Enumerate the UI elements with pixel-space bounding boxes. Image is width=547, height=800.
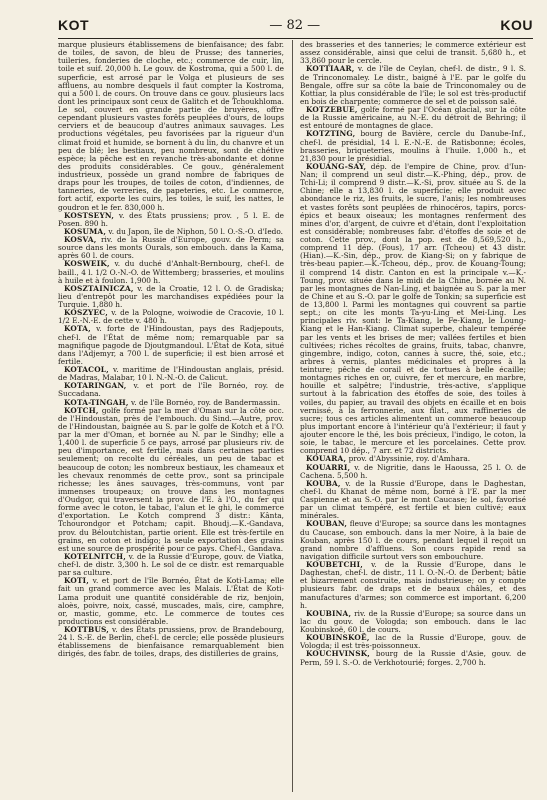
column-divider [292, 40, 293, 792]
left-column [58, 41, 284, 793]
dictionary-entry [58, 382, 284, 398]
entry-text: v. de la Russie d'Europe, dans le Daghestan, chef-l. de distr., 11 l. O.-N.-O. de Derbent; bâtie et bizarrement construite, mais industrieuse; on y compte plusieurs fabr. de draps et de beaux châles, et des manufactures d'armes; son commerce est important. 6,200 h. [300, 560, 526, 610]
entry-text: lac de la Russie d'Europe, gouv. de Vologda; il est très-poissonneux. [300, 633, 526, 651]
entry-text: v. de la Croatie, 12 l. O. de Gradiska; lieu d'entrepôt pour les marchandises expédiées pour la Turquie. 1,880 h. [58, 283, 284, 309]
entry-headword: KOTCH, [64, 405, 99, 415]
dictionary-entry [58, 41, 284, 212]
dictionary-entry [300, 610, 526, 634]
dictionary-entry [58, 577, 284, 626]
entry-headword: KOUCHVINSK, [306, 649, 371, 659]
entry-text: v. de la Russie d'Europe, gouv. de Viatka, chef-l. de distr. 3,300 h. Le sol de ce distr. est remarquable par sa culture. [58, 551, 284, 578]
entry-headword: KOTI, [64, 576, 90, 586]
entry-text: riv. de la Russie d'Europe, gouv. de Perm; sa source dans les monts Ourals, son embouch. dans la Kama, après 60 l. de cours. [58, 235, 284, 261]
dictionary-entry [300, 65, 526, 106]
dictionary-entry [300, 163, 526, 456]
dictionary-entry [58, 626, 284, 659]
dictionary-entry [300, 634, 526, 650]
entry-headword: KOTZEBUE, [306, 105, 358, 114]
entry-text: v. forte de l'Hindoustan, pays des Radjepouts, chef-l. de l'État de même nom; remarquable par sa magnifique pagode de Djoutgmandoul. L'État de Kota, situé dans l'Adjemyr, a 700 l. de superficie; il est bien arrosé et fertile. [58, 324, 284, 366]
dictionary-entry [300, 130, 526, 163]
entry-headword: KOTTBUS, [64, 625, 110, 634]
entry-headword: KOUBA, [306, 478, 341, 488]
header-rule [58, 38, 533, 39]
entry-headword: KOSZTAINICZA, [64, 283, 134, 293]
entry-headword: KOUARRI, [306, 462, 351, 472]
dictionary-entry [58, 212, 284, 228]
entry-text: v. des États prussiens; prov. , 5 l. E. de Posen. 890 h. [58, 210, 284, 228]
entry-headword: KOUBETCHI, [306, 560, 364, 569]
entry-headword: KOTTIAAR, [306, 64, 355, 74]
dictionary-entry [300, 561, 526, 610]
dictionary-entry [58, 260, 284, 284]
entry-text: v. maritime de l'Hindoustan anglais, présid. de Madras, Malabar, 10 l. N.-N.-O. de Calicut. [58, 365, 284, 383]
entry-headword: KOSWEIK, [64, 259, 110, 269]
dictionary-entry [58, 325, 284, 366]
entry-text: des brasseries et des tanneries; le commerce extérieur est assez considérable, ainsi que celui de transit. 5,680 h., et 33,860 pour le cercle. [300, 41, 526, 66]
entry-text: prov. d'Abyssinie, roy. d'Amhara. [348, 454, 471, 464]
dictionary-entry [300, 464, 526, 480]
entry-headword: KOUARA, [306, 454, 347, 464]
dictionary-entry [58, 553, 284, 577]
entry-headword: KOTA, [64, 324, 91, 334]
entry-headword: KOUBAN, [306, 519, 348, 529]
right-guide-word: KOU [500, 17, 533, 33]
dictionary-entry [58, 366, 284, 382]
dictionary-entry [300, 520, 526, 561]
dictionary-entry [58, 285, 284, 309]
entry-headword: KOUBINSKOË, [306, 633, 370, 643]
dictionary-entry [300, 650, 526, 666]
entry-headword: KOTA-TINGAH, [64, 397, 129, 407]
entry-text: v. des États prussiens, prov. de Brandebourg, 24 l. S.-E. de Berlin, chef-l. de cercle; elle possède plusieurs établissemens de bienfaisance remarquablement bien dirigés, des fabr. de toiles, draps, des distilleries de grains, [58, 625, 284, 659]
entry-text: v. et port de l'île Bornéo, État de Koti-Lama; elle fait un grand commerce avec les Malais. L'État de Koti-Lama produit une quantité considérable de riz, benjoin, aloès, poivre, noix, cassé, muscades, maïs, cire, camphre, or, mastic, gomme, etc. Le commerce de toutes ces productions est considérable. [58, 576, 284, 626]
entry-text: bourg de Bavière, cercle du Danube-Inf., chef-l. de présidial, 14 l. E.-N.-E. de Ratisbonne; écoles, brasseries, briqueteries, moulins à l'huile. 1,000 h., et 21,830 pour le présidial. [300, 129, 526, 163]
entry-text: v. du duché d'Anhalt-Bernbourg, chef-l. de baill., 4 l. 1/2 O.-N.-O. de Wittemberg; brasseries, et moulins à huile et à foulon. 1,900 h. [58, 259, 284, 285]
entry-text: bourg de la Russie d'Asie, gouv. de Perm, 59 l. S.-O. de Verkhotourié; forges. 2,700 h. [300, 649, 526, 667]
entry-text: v. de Nigritie, dans le Haoussa, 25 l. O. de Cachena. 5,500 h. [300, 462, 526, 480]
entry-headword: KOSVA, [64, 235, 97, 244]
entry-text: riv. de la Russie d'Europe; sa source dans un lac du gouv. de Vologda; son embouch. dans le lac Koubinskoë, 60 l. de cours. [300, 608, 526, 634]
entry-text: v. de la Russie d'Europe, dans le Daghestan, chef-l. du Khanat de même nom, borné à l'E. par la mer Caspienne et au S.-O. par le mont Caucase; le sol, favorisé par un climat tempéré, est fertile et bien cultivé; eaux minérales. [300, 478, 526, 521]
left-guide-word: KOT [58, 17, 90, 33]
entry-text: v. de l'île Bornéo, roy. de Bandermassin. [131, 397, 281, 407]
entry-text: dép. de l'empire de Chine, prov. d'Iun-Nan; il comprend un seul distr.—K.-Phing, dép., prov. de Tchi-Li; il comprend 9 distr.—K.-Si, prov. située au S. de la Chine; elle a 13,830 l. de superficie; elle produit avec abondance le riz, les fruits, le sucre, l'anis; les nombreuses et vastes forêts sont peuplées de rhinocéros, tapirs, porcs-épics et beaux oiseaux; les montagnes renferment des mines d'or, d'argent, de cuivre et d'étain, dont l'exploitation est considérable; nombreuses fabr. d'étoffes de soie et de coton. Cette prov., dont la pop. est de 8,569,520 h., comprend 11 dép. (Fous), 17 arr. (Tcheou) et 43 distr. (Hian).—K.-Sin, dép., prov. de Kiang-Si; on y fabrique de très-beau papier.—K.-Tcheou, dép., prov. de Kouang-Toung; il comprend 14 distr. Canton en est la principale v.—K.-Toung, prov. située dans le midi de la Chine, bornée au N. par les montagnes de Nan-Ling, et baignée au S. par la mer de Chine et au S.-O. par le golfe de Tonkin; sa superficie est de 13,800 l. Parmi les montagnes qui couvrent sa partie sept.; on cite les monts Ta-yu-Ling et Mei-Ling. Les principales riv. sont: le Ta-Kiang, le Fe-Kiang, le Loung-Kiang et le Han-Kiang. Climat superbe, chaleur tempérée par les vents et les brises de mer; vallées fertiles et bien cultivées; riches récoltes de grains, fruits, tabac, chanvre, gingembre, indigo, coton, cannes à sucre, thé, soie, etc.; arbres à vernis, plantes médicinales et propres à la teinture; pêche de corail et de tortues à belle écaille; montagnes riches en or, cuivre, fer et mercure, en marbre, houille et salpêtre; l'industrie, très-active, s'applique surtout à la fabrication des étoffes de soie, des toiles à voiles, du papier, au travail des objets en écaille et en bois vernissé, à la ferronnerie, aux filat., aux raffineries de sucre; tous ces articles alimentent un commerce beaucoup plus important encore à l'intérieur qu'à l'extérieur; il faut y ajouter encore le thé, les bois précieux, l'indigo, le coton, la soie, le tabac, le mercure et les porcelaines. Cette prov. comprend 10 dép., 7 arr. et 72 districts. [300, 161, 526, 456]
entry-text: v. de l'île de Ceylan, chef-l. de distr., 9 l. S. de Trinconomaley. Le distr., baigné à l'E. par le golfe du Bengale, offre sur sa côte la baie de Trinconomaley ou de Kottiar, la plus considérable de l'île; le sol est très-productif en bois de charpente; commerce de sel et de poisson salé. [300, 64, 526, 106]
entry-headword: KOTZTING, [306, 129, 356, 139]
entry-headword: KOUBINA, [306, 608, 352, 618]
entry-headword: KOUANG-SAY, [306, 161, 367, 171]
dictionary-entry [300, 480, 526, 521]
dictionary-entry [300, 41, 526, 65]
entry-headword: KOSZYEC, [64, 308, 108, 318]
page-number: — 82 — [269, 17, 321, 33]
entry-text: v. de la Pologne, woiwodie de Cracovie, 10 l. 1/2 E.-N.-E. de cette v. 480 h. [58, 308, 284, 326]
entry-headword: KOTACOL, [64, 365, 109, 374]
entry-text: fleuve d'Europe; sa source dans les montagnes du Caucase, son embouch. dans la mer Noire, à la baie de Kouban, après 150 l. de cours, pendant lequel il reçoit un grand nombre d'affluens. Son cours rapide rend sa navigation difficile surtout vers son embouchure. [300, 519, 526, 561]
running-header [58, 14, 533, 36]
entry-headword: KOSTSEYN, [64, 210, 115, 220]
entry-text: golfe formé par l'Océan glacial, sur la côte de la Russie américaine, au N.-E. du détroit de Behring; il est entouré de montagnes de glace. [300, 105, 526, 131]
entry-headword: KOSUMA, [64, 226, 107, 236]
dictionary-entry [300, 106, 526, 130]
dictionary-entry [58, 236, 284, 260]
entry-headword: KOTARINGAN, [64, 381, 127, 391]
entry-text: golfe formé par la mer d'Oman sur la côte occ. de l'Hindoustan, près de l'embouch. du Sind.—Autre, prov. de l'Hindoustan, baignée au S. par le golfe de Kotch et à l'O. par la mer d'Oman, et bornée au N. par le Sindhy; elle a 1,400 l. de superficie 5 ce pays, arrosé par plusieurs riv. de peu d'importance, est fertile, mais dans certaines parties seulement; on recolte du céréales, un peu de tabac et beaucoup de coton; les nombreux bestiaux, les chameaux et les chevaux renommés de cette prov., sont sa principale richesse; les ânes sauvages, très-communs, vont par immenses troupeaux; on trouve dans les montagnes d'Oudgor, qui traversent la prov. de l'E. à l'O., du fer qui forme avec le coton, le tabac, l'alun et le ghi, le commerce d'exportation. Le Kotch comprend 3 distr.: Kânta, Tchourondgor et Potcham; capit. Bhoudj.—K.-Gandava, prov. du Béloutchistan, partie orient. Elle est très-fertile en grains, en coton et indigo; la seule exportation des grains est une source de prospérité pour ce pays. Chef-l., Gandava. [58, 405, 284, 553]
entry-text: v. du Japon, île de Niphon, 50 l. O.-S.-O. d'Iedo. [108, 226, 283, 236]
dictionary-entry [58, 407, 284, 553]
entry-headword: KOTELNITCH, [64, 551, 126, 561]
right-column [300, 41, 526, 793]
dictionary-entry [58, 309, 284, 325]
entry-text: v. et port de l'île Bornéo, roy. de Succadana. [58, 381, 284, 399]
entry-text: marque plusieurs établissemens de bienfaisance; des fabr. de toiles, de savon, de bleu de Prusse; des tanneries, tuileries, fonderies de cloche, etc.; commerce de cuir, lin, toile et suif. 20,000 h. Le gouv. de Kostroma, qui a 500 l. de superficie, est arrosé par le Volga et plusieurs de ses affluens, au nombre desquels il faut compter la Kostroma, qui a 500 l. de cours. On trouve dans ce gouv. plusieurs lacs dont les principaux sont ceux de Galitch et de Tchoukhloma. Le sol, couvert en grande partie de bruyères, offre cependant plusieurs vastes forêts peuplées d'ours, de loups cerviers et de beaucoup d'autres animaux sauvages. Les productions végétales, peu favorisées par la rigueur d'un climat froid et humide, se bornent à du lin, du chanvre et un peu de blé; les bestiaux, peu nombreux, sont de chétive espèce; la pêche est en revanche très-abondante et donne des produits considérables. Ce gouv., généralement industrieux, possède un grand nombre de fabriques de draps pour les troupes, de toiles de coton, d'indiennes, de tanneries, de verreries, de papeteries, etc. Le commerce, fort actif, exporte les cuirs, les toiles, le suif, les nattes, le goudron et le fer. 830,000 h. [58, 41, 284, 212]
